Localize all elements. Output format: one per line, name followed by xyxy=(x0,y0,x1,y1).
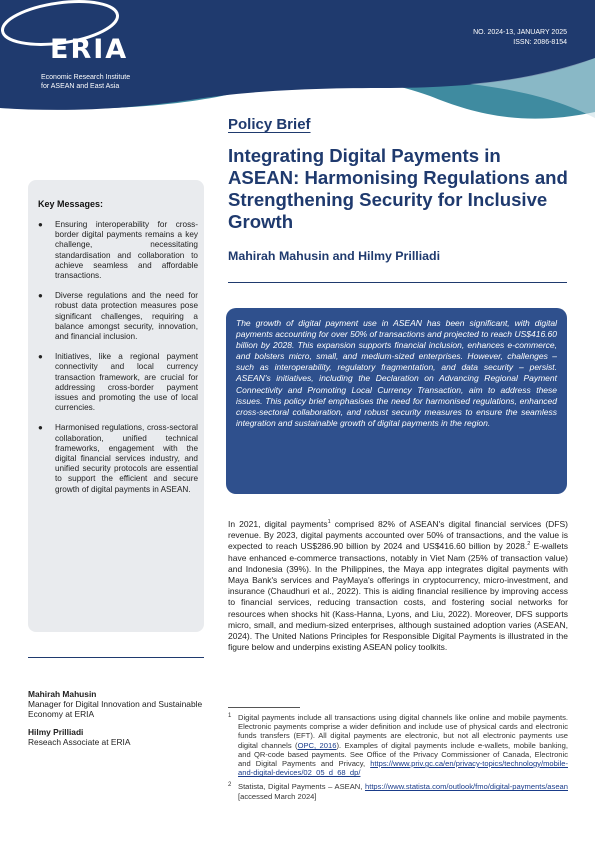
abstract-text: The growth of digital payment use in ASEAN has been significant, with digital payments accounting for over 50% of transactions and projected to reach US$416.60 billion by 2028. This expansion supports financial inclusion, enhances e-commerce, and bolsters micro, small, and medium-sized enterprises. However, challenges – such as interoperability, regulatory fragmentation, and data security – persist. ASEAN's initiatives, including the Declaration on Advancing Regional Payment Connectivity and Promoting Local Currency Transaction, aim to address these issues. This policy brief emphasises the need for harmonised regulations, enhanced cross-sectoral collaboration, and robust security measures to ensure the seamless integration and sustainable growth of digital payments in the region. xyxy=(236,318,557,428)
institute-line-1: Economic Research Institute xyxy=(41,74,131,81)
footnote-ref[interactable]: 1 xyxy=(327,519,331,526)
body-text-part: E-wallets have enhanced e-commerce transactions, notably in Viet Nam (25% of transaction value) and Indonesia (39%). In the Philippines, the Maya app integrates digital payments with Maya Bank's services and PayMaya's offerings in cryptocurrency, micro-investment, and insurance (Chaudhuri et al., 2022). This is aiding financial resilience by improving access to financial services, reducing transaction costs, and fostering social networks for resources when shocks hit (Kass-Hanna, Lyons, and Liu, 2022). Moreover, DFS supports micro, small, and medium-sized enterprises, although sustained adoption varies (ASEAN, 2024). The United Nations Principles for Responsible Digital Payments is illustrated in the figure below and underpins existing ASEAN policy toolkits. xyxy=(228,541,569,653)
title-divider xyxy=(228,282,567,283)
list-item xyxy=(34,220,198,281)
sidebar-divider xyxy=(28,657,204,658)
author-name: Hilmy Prilliadi xyxy=(28,727,84,737)
footnote-text: ). Examples of digital payments include e-wallets, mobile banking, and QR-code based payments. See Office of the Privacy Commissioner of Canada, Electronic and Digital Payments and Privacy, xyxy=(238,740,568,769)
key-messages-list xyxy=(34,220,198,505)
author-name: Mahirah Mahusin xyxy=(28,689,97,699)
doc-type-label: Policy Brief xyxy=(228,116,311,133)
body-paragraph xyxy=(228,519,568,653)
eria-logo-text: ERIA xyxy=(50,34,129,65)
footnote-divider xyxy=(228,707,300,708)
key-messages-panel xyxy=(28,180,204,632)
key-message-text: Diverse regulations and the need for robust data protection measures pose significant challenges, requiring a balance amongst security, innovation, and financial inclusion. xyxy=(55,291,198,342)
page-title: Integrating Digital Payments in ASEAN: Harmonising Regulations and Strengthening Security for Inclusive Growth xyxy=(228,145,568,232)
author-spacer xyxy=(28,719,208,727)
publication-info xyxy=(473,28,567,48)
list-item xyxy=(34,423,198,494)
footnotes xyxy=(228,713,568,806)
issn-number: ISSN: 2086-8154 xyxy=(513,39,567,46)
list-item xyxy=(34,352,198,413)
bullet-icon: ● xyxy=(38,220,43,229)
key-message-text: Harmonised regulations, cross-sectoral collaboration, unified technical frameworks, engagement with the digital financial services industry, and unified security protocols are essential to support the efficient and secure growth of digital payments in ASEAN. xyxy=(55,423,198,494)
key-messages-title: Key Messages: xyxy=(38,199,104,209)
body-text-part: In 2021, digital payments xyxy=(228,519,328,529)
footnote-text: Digital payments include all transactions using digital channels like online and mobile payments. Electronic payments comprise a wider definition and include use of physical cards and electronic funds transfers (EFT). All digital payments are electronic, but not all electronic payments use digital channels ( xyxy=(238,713,568,750)
publication-number: NO. 2024-13, JANUARY 2025 xyxy=(473,29,567,36)
bullet-icon: ● xyxy=(38,423,43,433)
footnote-link[interactable]: https://www.priv.gc.ca/en/privacy-topics/technology/mobile-and-digital-devices/02_05_d_68_dp/ xyxy=(238,759,568,778)
footnote-number: 1 xyxy=(228,713,232,719)
footnote-ref[interactable]: 2 xyxy=(527,541,531,548)
body-text-part: comprised 82% of ASEAN's digital financial services (DFS) revenue. By 2023, digital payments accounted over 50% of transactions, and the value is expected to reach US$286.90 billion by 2024 and US$416.60 billion by 2028. xyxy=(228,519,568,552)
authors-byline: Mahirah Mahusin and Hilmy Prilliadi xyxy=(228,249,441,263)
list-item xyxy=(34,291,198,342)
author-role: Manager for Digital Innovation and Sustainable Economy at ERIA xyxy=(28,699,203,719)
author-role: Reseach Associate at ERIA xyxy=(28,737,131,747)
author-details xyxy=(28,689,208,747)
key-message-text: Initiatives, like a regional payment connectivity and local currency transaction framework, are crucial for addressing cross-border payment issues and promoting the use of local currencies. xyxy=(55,352,198,413)
abstract-box xyxy=(226,308,567,494)
footnote-link[interactable]: OPC, 2016 xyxy=(297,740,337,750)
bullet-icon: ● xyxy=(38,352,43,362)
bullet-icon: ● xyxy=(38,291,43,301)
institute-line-2: for ASEAN and East Asia xyxy=(41,83,120,90)
key-message-text: Ensuring interoperability for cross-border digital payments remains a key challenge, necessitating standardisation and collaboration to achieve seamless and affordable transactions. xyxy=(55,220,198,281)
footnote-link[interactable]: https://www.statista.com/outlook/fmo/digital-payments/asean xyxy=(364,782,568,792)
footnote-number: 2 xyxy=(228,782,232,789)
footnote xyxy=(228,782,568,800)
footnote-text: [accessed March 2024] xyxy=(238,791,317,801)
institute-name xyxy=(41,73,130,91)
footnote-text: Statista, Digital Payments – ASEAN, xyxy=(238,782,365,792)
footnote xyxy=(228,713,568,777)
